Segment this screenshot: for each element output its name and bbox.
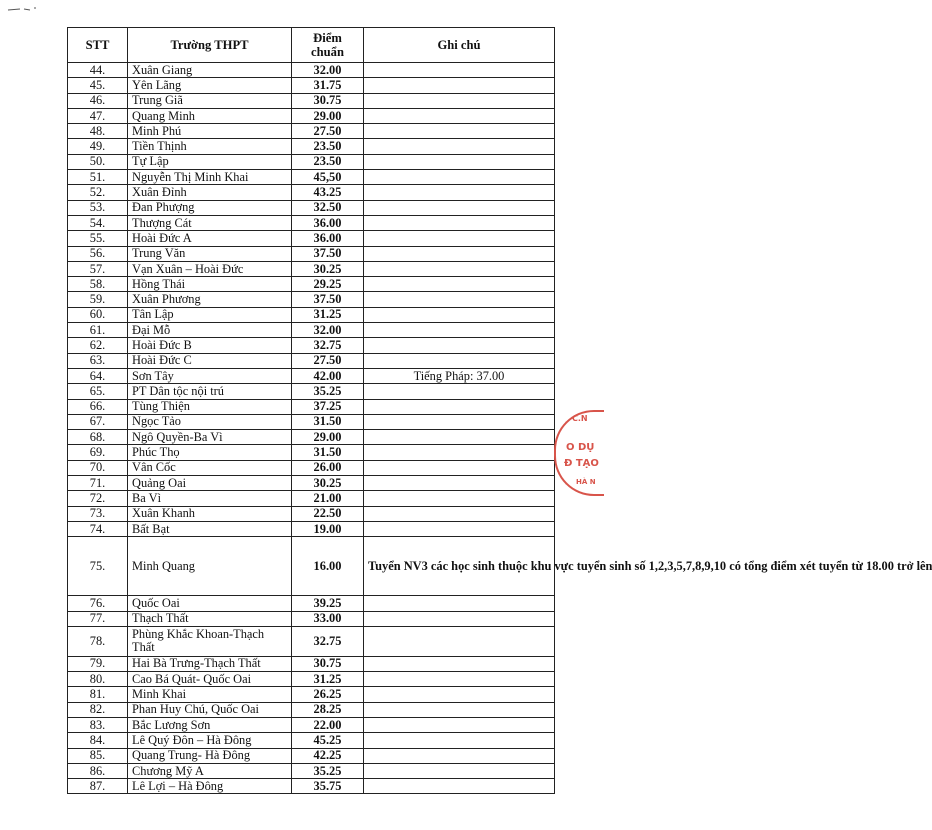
row-score: 43.25: [292, 185, 364, 200]
row-stt: 79.: [68, 656, 128, 671]
row-school: Minh Phú: [128, 124, 292, 139]
row-score: 31.50: [292, 414, 364, 429]
row-score: 27.50: [292, 353, 364, 368]
row-score: 30.25: [292, 476, 364, 491]
table-row: [68, 215, 555, 230]
row-stt: 64.: [68, 368, 128, 383]
row-note: [364, 246, 555, 261]
row-school: Nguyễn Thị Minh Khai: [128, 170, 292, 185]
row-school: Phùng Khắc Khoan-Thạch Thất: [128, 626, 292, 656]
row-school: Sơn Tây: [128, 368, 292, 383]
row-stt: 57.: [68, 261, 128, 276]
row-school: Quang Trung- Hà Đông: [128, 748, 292, 763]
row-note: [364, 154, 555, 169]
row-stt: 46.: [68, 93, 128, 108]
table-row: [68, 733, 555, 748]
scan-mark: [6, 4, 46, 14]
header-score: Điểm chuẩn: [292, 28, 364, 63]
row-note: [364, 277, 555, 292]
row-school: Đại Mỗ: [128, 323, 292, 338]
row-school: Trung Văn: [128, 246, 292, 261]
row-note: [364, 687, 555, 702]
table-row: [68, 460, 555, 475]
stamp-text-4: HÀ N: [576, 478, 596, 486]
row-score: 45.25: [292, 733, 364, 748]
row-note: Tuyển NV3 các học sinh thuộc khu vực tuyển sinh số 1,2,3,5,7,8,9,10 có tổng điểm xét tuyển từ 18.00 trở lên: [364, 537, 555, 596]
row-note: [364, 215, 555, 230]
row-score: 28.25: [292, 702, 364, 717]
row-note: [364, 626, 555, 656]
table-row: [68, 368, 555, 383]
row-school: Hoài Đức A: [128, 231, 292, 246]
table-row: [68, 246, 555, 261]
row-score: 26.25: [292, 687, 364, 702]
row-school: Vân Cốc: [128, 460, 292, 475]
row-score: 30.75: [292, 656, 364, 671]
row-stt: 76.: [68, 596, 128, 611]
row-note: [364, 491, 555, 506]
table-row: [68, 763, 555, 778]
row-school: Lê Lợi – Hà Đông: [128, 779, 292, 794]
row-school: Đan Phượng: [128, 200, 292, 215]
row-stt: 44.: [68, 63, 128, 78]
row-note: [364, 717, 555, 732]
row-note: Tiếng Pháp: 37.00: [364, 368, 555, 383]
row-school: Chương Mỹ A: [128, 763, 292, 778]
row-score: 42.00: [292, 368, 364, 383]
row-score: 22.00: [292, 717, 364, 732]
row-stt: 72.: [68, 491, 128, 506]
table-row: [68, 384, 555, 399]
row-score: 23.50: [292, 154, 364, 169]
table-row: [68, 491, 555, 506]
row-note: [364, 185, 555, 200]
table-row: [68, 78, 555, 93]
header-stt: STT: [68, 28, 128, 63]
row-stt: 80.: [68, 672, 128, 687]
row-stt: 65.: [68, 384, 128, 399]
row-score: 30.25: [292, 261, 364, 276]
table-row: [68, 521, 555, 536]
row-note: [364, 460, 555, 475]
table-row: [68, 626, 555, 656]
row-school: Xuân Giang: [128, 63, 292, 78]
row-school: Tự Lập: [128, 154, 292, 169]
table-row: [68, 231, 555, 246]
row-score: 39.25: [292, 596, 364, 611]
row-school: Vạn Xuân – Hoài Đức: [128, 261, 292, 276]
row-stt: 58.: [68, 277, 128, 292]
row-note: [364, 733, 555, 748]
row-score: 21.00: [292, 491, 364, 506]
table-row: [68, 338, 555, 353]
row-note: [364, 93, 555, 108]
row-note: [364, 353, 555, 368]
row-note: [364, 231, 555, 246]
row-note: [364, 78, 555, 93]
row-stt: 77.: [68, 611, 128, 626]
row-stt: 74.: [68, 521, 128, 536]
row-stt: 62.: [68, 338, 128, 353]
row-school: Ba Vì: [128, 491, 292, 506]
row-score: 37.50: [292, 246, 364, 261]
row-stt: 59.: [68, 292, 128, 307]
table-row: [68, 154, 555, 169]
row-school: Bất Bạt: [128, 521, 292, 536]
table-row: [68, 200, 555, 215]
table-row: [68, 748, 555, 763]
header-school: Trường THPT: [128, 28, 292, 63]
row-score: 42.25: [292, 748, 364, 763]
row-stt: 71.: [68, 476, 128, 491]
row-score: 32.75: [292, 626, 364, 656]
row-score: 32.00: [292, 63, 364, 78]
row-score: 35.75: [292, 779, 364, 794]
row-school: Hoài Đức B: [128, 338, 292, 353]
row-stt: 75.: [68, 537, 128, 596]
row-stt: 61.: [68, 323, 128, 338]
row-note: [364, 292, 555, 307]
row-school: Quảng Oai: [128, 476, 292, 491]
row-stt: 83.: [68, 717, 128, 732]
row-score: 22.50: [292, 506, 364, 521]
row-note: [364, 261, 555, 276]
row-school: Hoài Đức C: [128, 353, 292, 368]
row-stt: 66.: [68, 399, 128, 414]
row-stt: 54.: [68, 215, 128, 230]
row-note: [364, 672, 555, 687]
row-note: [364, 445, 555, 460]
table-row: [68, 656, 555, 671]
row-school: Xuân Khanh: [128, 506, 292, 521]
row-school: Quốc Oai: [128, 596, 292, 611]
row-stt: 86.: [68, 763, 128, 778]
row-school: Tiền Thịnh: [128, 139, 292, 154]
table-row: [68, 307, 555, 322]
row-note: [364, 430, 555, 445]
stamp-text-3: Ð TẠO: [564, 458, 599, 469]
table-row: [68, 399, 555, 414]
table-row: [68, 124, 555, 139]
table-row: [68, 323, 555, 338]
row-stt: 68.: [68, 430, 128, 445]
row-note: [364, 139, 555, 154]
row-note: [364, 323, 555, 338]
row-stt: 60.: [68, 307, 128, 322]
stamp-text-1: C.N: [572, 414, 588, 423]
table-row: [68, 611, 555, 626]
row-school: Ngô Quyền-Ba Vì: [128, 430, 292, 445]
table-row: [68, 63, 555, 78]
row-stt: 73.: [68, 506, 128, 521]
table-row: [68, 445, 555, 460]
row-score: 35.25: [292, 763, 364, 778]
row-note: [364, 748, 555, 763]
table-row: [68, 277, 555, 292]
table-row: [68, 672, 555, 687]
row-school: Thạch Thất: [128, 611, 292, 626]
row-note: [364, 170, 555, 185]
row-score: 19.00: [292, 521, 364, 536]
table-row: [68, 537, 555, 596]
table-row: [68, 139, 555, 154]
row-score: 35.25: [292, 384, 364, 399]
row-score: 32.00: [292, 323, 364, 338]
table-row: [68, 292, 555, 307]
row-stt: 56.: [68, 246, 128, 261]
table-row: [68, 596, 555, 611]
row-score: 37.50: [292, 292, 364, 307]
red-stamp: [554, 410, 604, 496]
table-row: [68, 702, 555, 717]
row-score: 23.50: [292, 139, 364, 154]
row-note: [364, 702, 555, 717]
row-stt: 63.: [68, 353, 128, 368]
row-note: [364, 779, 555, 794]
table-header-row: [68, 28, 555, 63]
row-score: 31.25: [292, 307, 364, 322]
row-stt: 85.: [68, 748, 128, 763]
table-row: [68, 476, 555, 491]
row-school: Thượng Cát: [128, 215, 292, 230]
header-note: Ghi chú: [364, 28, 555, 63]
row-school: Cao Bá Quát- Quốc Oai: [128, 672, 292, 687]
row-note: [364, 521, 555, 536]
table-row: [68, 93, 555, 108]
table-row: [68, 185, 555, 200]
row-score: 31.50: [292, 445, 364, 460]
row-note: [364, 108, 555, 123]
row-school: Lê Quý Đôn – Hà Đông: [128, 733, 292, 748]
row-note: [364, 124, 555, 139]
row-score: 36.00: [292, 231, 364, 246]
row-note: [364, 596, 555, 611]
row-stt: 84.: [68, 733, 128, 748]
row-school: Tân Lập: [128, 307, 292, 322]
row-stt: 82.: [68, 702, 128, 717]
row-score: 26.00: [292, 460, 364, 475]
row-stt: 53.: [68, 200, 128, 215]
table-row: [68, 414, 555, 429]
table-row: [68, 687, 555, 702]
row-school: Trung Giã: [128, 93, 292, 108]
row-school: PT Dân tộc nội trú: [128, 384, 292, 399]
table-row: [68, 170, 555, 185]
row-score: 29.00: [292, 108, 364, 123]
row-stt: 52.: [68, 185, 128, 200]
row-school: Yên Lãng: [128, 78, 292, 93]
row-score: 29.25: [292, 277, 364, 292]
row-note: [364, 384, 555, 399]
row-stt: 78.: [68, 626, 128, 656]
row-school: Minh Khai: [128, 687, 292, 702]
row-school: Xuân Phương: [128, 292, 292, 307]
row-school: Hồng Thái: [128, 277, 292, 292]
row-school: Ngọc Tảo: [128, 414, 292, 429]
row-school: Xuân Đỉnh: [128, 185, 292, 200]
row-school: Minh Quang: [128, 537, 292, 596]
row-score: 33.00: [292, 611, 364, 626]
row-score: 29.00: [292, 430, 364, 445]
row-score: 32.50: [292, 200, 364, 215]
row-stt: 47.: [68, 108, 128, 123]
row-score: 31.25: [292, 672, 364, 687]
row-note: [364, 307, 555, 322]
row-score: 37.25: [292, 399, 364, 414]
table-row: [68, 108, 555, 123]
row-note: [364, 506, 555, 521]
row-note: [364, 338, 555, 353]
table-row: [68, 261, 555, 276]
table-row: [68, 353, 555, 368]
row-note: [364, 763, 555, 778]
row-stt: 87.: [68, 779, 128, 794]
row-score: 31.75: [292, 78, 364, 93]
row-note: [364, 611, 555, 626]
row-stt: 48.: [68, 124, 128, 139]
row-school: Hai Bà Trưng-Thạch Thất: [128, 656, 292, 671]
table-row: [68, 779, 555, 794]
row-stt: 50.: [68, 154, 128, 169]
row-school: Phúc Thọ: [128, 445, 292, 460]
row-stt: 51.: [68, 170, 128, 185]
row-school: Tùng Thiện: [128, 399, 292, 414]
row-note: [364, 476, 555, 491]
row-score: 32.75: [292, 338, 364, 353]
row-score: 36.00: [292, 215, 364, 230]
row-stt: 69.: [68, 445, 128, 460]
row-score: 16.00: [292, 537, 364, 596]
table-row: [68, 506, 555, 521]
row-stt: 70.: [68, 460, 128, 475]
table-row: [68, 430, 555, 445]
row-school: Bắc Lương Sơn: [128, 717, 292, 732]
row-note: [364, 414, 555, 429]
row-stt: 55.: [68, 231, 128, 246]
row-stt: 81.: [68, 687, 128, 702]
stamp-text-2: O DỤ: [566, 442, 595, 453]
row-note: [364, 200, 555, 215]
row-note: [364, 656, 555, 671]
row-school: Quang Minh: [128, 108, 292, 123]
row-note: [364, 63, 555, 78]
row-score: 45,50: [292, 170, 364, 185]
row-stt: 49.: [68, 139, 128, 154]
row-score: 27.50: [292, 124, 364, 139]
table-row: [68, 717, 555, 732]
row-school: Phan Huy Chú, Quốc Oai: [128, 702, 292, 717]
row-stt: 67.: [68, 414, 128, 429]
row-score: 30.75: [292, 93, 364, 108]
row-stt: 45.: [68, 78, 128, 93]
row-note: [364, 399, 555, 414]
